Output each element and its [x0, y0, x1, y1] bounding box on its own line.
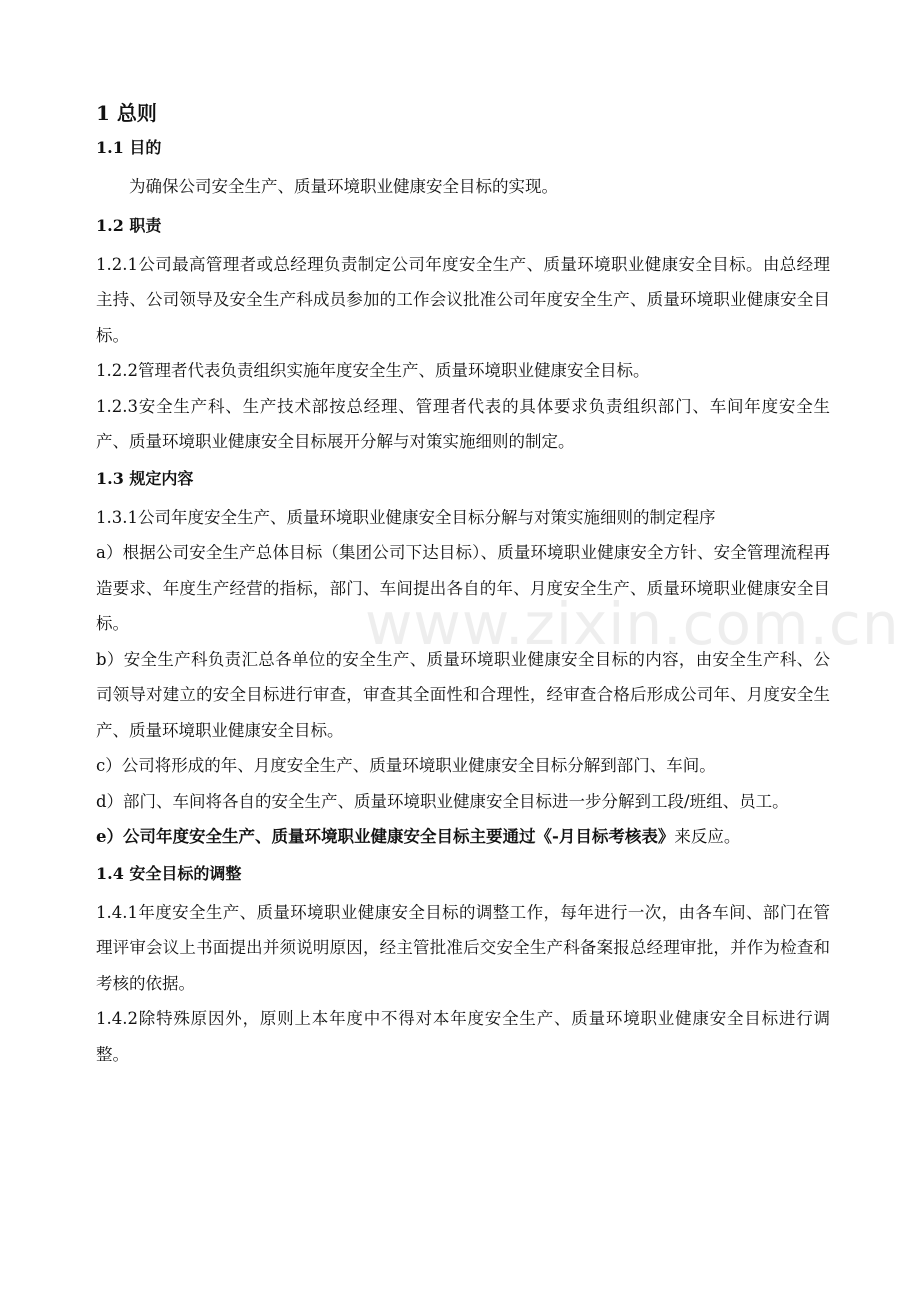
- list-item-c: c）公司将形成的年、月度安全生产、质量环境职业健康安全目标分解到部门、车间。: [96, 756, 716, 775]
- clause-1-4-2: 1.4.2除特殊原因外，原则上本年度中不得对本年度安全生产、质量环境职业健康安全目标进行调整。: [96, 1009, 830, 1064]
- subsection-1-1-text: 为确保公司安全生产、质量环境职业健康安全目标的实现。: [129, 177, 558, 196]
- clause-1-3-1: 1.3.1公司年度安全生产、质量环境职业健康安全目标分解与对策实施细则的制定程序: [96, 507, 716, 527]
- list-item-e-bold: e）公司年度安全生产、质量环境职业健康安全目标主要通过《-月目标考核表》: [96, 827, 675, 846]
- subsection-1-2-title: 1.2 职责: [96, 215, 162, 235]
- list-item-a: a）根据公司安全生产总体目标（集团公司下达目标）、质量环境职业健康安全方针、安全管理流程再造要求、年度生产经营的指标，部门、车间提出各自的年、月度安全生产、质量环境职业健康安全目标。: [96, 543, 830, 633]
- watermark: www.zixin.com.cn: [365, 590, 900, 658]
- clause-1-2-1: 1.2.1公司最高管理者或总经理负责制定公司年度安全生产、质量环境职业健康安全目标。由总经理主持、公司领导及安全生产科成员参加的工作会议批准公司年度安全生产、质量环境职业健康安全目标。: [96, 254, 830, 345]
- list-item-d: d）部门、车间将各自的安全生产、质量环境职业健康安全目标进一步分解到工段/班组、员工。: [96, 791, 789, 811]
- clause-1-2-3: 1.2.3安全生产科、生产技术部按总经理、管理者代表的具体要求负责组织部门、车间年度安全生产、质量环境职业健康安全目标展开分解与对策实施细则的制定。: [96, 396, 830, 451]
- list-item-e-tail: 来反应。: [674, 827, 741, 846]
- clause-1-2-2: 1.2.2管理者代表负责组织实施年度安全生产、质量环境职业健康安全目标。: [96, 361, 650, 380]
- document-body: [96, 97, 830, 1072]
- subsection-1-3-title: 1.3 规定内容: [96, 468, 194, 488]
- clause-1-4-1: 1.4.1年度安全生产、质量环境职业健康安全目标的调整工作，每年进行一次，由各车间、部门在管理评审会议上书面提出并须说明原因，经主管批准后交安全生产科备案报总经理审批，并作为检查和考核的依据。: [96, 902, 830, 993]
- list-item-e: [96, 819, 830, 855]
- section-heading-1: 1 总则: [96, 101, 157, 125]
- list-item-b: b）安全生产科负责汇总各单位的安全生产、质量环境职业健康安全目标的内容，由安全生产科、公司领导对建立的安全目标进行审查，审查其全面性和合理性，经审查合格后形成公司年、月度安全生产、质量环境职业健康安全目标。: [96, 649, 830, 740]
- subsection-1-4-title: 1.4 安全目标的调整: [96, 863, 242, 883]
- subsection-1-1-title: 1.1 目的: [96, 138, 162, 157]
